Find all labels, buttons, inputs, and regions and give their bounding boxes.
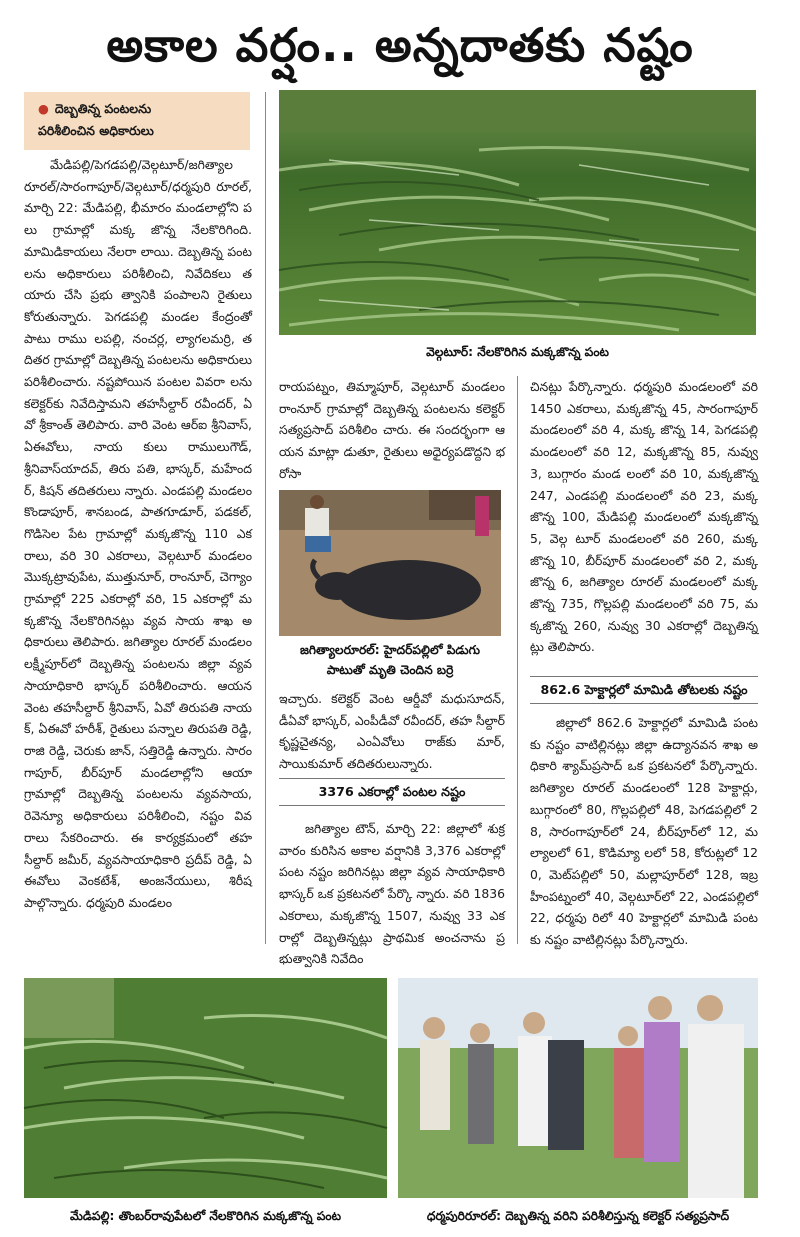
maize-field-image-2 xyxy=(24,978,387,1198)
column-divider-1 xyxy=(265,92,266,944)
caption-bottom-left: మేడిపల్లి: తొంబర్‌రావుపేటలో నేలకొరిగిన మక్కజొన్న పంట xyxy=(69,1209,342,1223)
column-2-bottom-text: జగిత్యాల టౌన్, మార్చి 22: జిల్లాలో శుక్రవారం కురిసిన అకాల వర్షానికి 3,376 ఎకరాల్లో పంట నష్టం జరిగినట్లు జిల్లా వ్యవ సాయాధికారి భాస్కర్ ఒక ప్రకటనలో పేర్కొ న్నారు. వరి 1836 ఎకరాలు, మక్కజొన్న 1507, నువ్వు 33 ఎకరాల్లో దెబ్బతిన్నట్లు ప్రాథమిక అంచనాను ప్రభుత్వానికి నివేదిం xyxy=(279,821,505,967)
subtitle-3376-acres: 3376 ఎకరాల్లో పంటల నష్టం xyxy=(279,778,505,806)
article-column-3-bottom xyxy=(530,712,758,946)
subhead-box xyxy=(24,92,250,150)
subhead-line2: పరిశీలించిన అధికారులు xyxy=(38,123,154,138)
headline: అకాల వర్షం.. అన్నదాతకు నష్టం xyxy=(106,18,694,72)
caption-bottom-right: ధర్మపురిరూరల్: దెబ్బతిన్న వరిని పరిశీలిస్తున్న కలెక్టర్ సత్యప్రసాద్ xyxy=(426,1209,730,1223)
column-divider-2 xyxy=(517,376,518,944)
caption-buffalo-line1: జగిత్యాలరూరల్: హైదర్‌పల్లిలో పిడుగు xyxy=(300,643,480,657)
article-column-2-mid xyxy=(279,688,505,776)
subhead-line1: దెబ్బతిన్న పంటలను xyxy=(54,101,152,116)
column-2-top-text: రాయపట్నం, తిమ్మాపూర్, వెల్గటూర్ మండలం రాంనూర్ గ్రామాల్లో దెబ్బతిన్న పంటలను కలెక్టర్ సత్యప్రసాద్ పరిశీలిం చారు. ఈ సందర్భంగా ఆయన మాట్లా డుతూ, రైతులు అధైర్యపడొద్దని భరోసా xyxy=(279,379,505,481)
bullet-icon: ● xyxy=(38,101,49,116)
photo-dead-buffalo xyxy=(279,490,501,636)
caption-top-photo: వెల్గటూర్: నేలకొరిగిన మక్కజొన్న పంట xyxy=(426,345,609,359)
article-column-2-top xyxy=(279,376,505,484)
column-3-top-text: చినట్లు పేర్కొన్నారు. ధర్మపురి మండలంలో వరి 1450 ఎకరాలు, మక్కజొన్న 45, సారంగాపూర్ మండలంలో వరి 4, మక్క జొన్న 14, పెగడపల్లి మండలంలో వరి 12, మక్కజొన్న 85, నువ్వు 3, బుగ్గారం మండ లంలో వరి 10, మక్కజొన్న 247, ఎండపల్లి మండలంలో వరి 23, మక్కజొన్న 100, మేడిపల్లి మండలంలో మక్కజొన్న 5, వెల్గ టూర్ మండలంలో వరి 260, మక్కజొన్న 10, బీర్‌పూర్ మండలంలో వరి 2, మక్క జొన్న 6, జగిత్యాల రూరల్ మండలంలో మక్కజొన్న 735, గొల్లపల్లి మండలంలో వరి 75, మక్కజొన్న 260, నువ్వు 30 ఎకరాల్లో దెబ్బతిన్నట్లు తెలిపారు. xyxy=(530,379,758,655)
maize-field-image xyxy=(279,90,756,335)
buffalo-image xyxy=(279,490,501,636)
collector-inspection-image xyxy=(398,978,758,1198)
column-2-mid-text: ఇచ్చారు. కలెక్టర్ వెంట ఆర్డీవో మధుసూదన్, డీఏవో భాస్కర్, ఎంపీడీవో రవీందర్, తహ సీల్దార్ కృష్ణచైతన్య, ఎంఏవోలు రాజ్‌కు మార్, సాయికుమార్ తదితరులున్నారు. xyxy=(279,691,505,772)
photo-flattened-maize-medipalli xyxy=(24,978,387,1198)
caption-buffalo-line2: పాటుతో మృతి చెందిన బర్రె xyxy=(326,663,454,677)
caption-buffalo xyxy=(279,640,501,680)
article-column-2-bottom xyxy=(279,818,505,967)
article-column-1 xyxy=(24,154,252,944)
column-3-bottom-text: జిల్లాలో 862.6 హెక్టార్లలో మామిడి పంటకు నష్టం వాటిల్లినట్లు జిల్లా ఉద్యానవన శాఖ అధికారి శ్యామ్‌ప్రసాద్ ఒక ప్రకటనలో పేర్కొన్నారు. జగిత్యాల రూరల్ మండలంలో 128 హెక్టార్లు, బుగ్గారంలో 80, గొల్లపల్లిలో 48, పెగడపల్లిలో 28, సారంగాపూర్‌లో 24, బీర్‌పూర్‌లో 12, మల్యాలలో 61, కొడిమ్యా లలో 58, కోరుట్లలో 120, మెట్‌పల్లిలో 50, మల్లాపూర్‌లో 128, ఇబ్రహీంపట్నంలో 40, వెల్గటూర్‌లో 22, ఎండపల్లిలో 22, ధర్మపు రిలో 40 హెక్టార్లలో మామిడి పంటకు నష్టం వాటిల్లినట్లు పేర్కొన్నారు. xyxy=(530,715,758,948)
column-1-text: మేడిపల్లి/పెగడపల్లి/వెల్గటూర్/జగిత్యాల రూరల్/సారంగాపూర్/వెల్గటూర్/ధర్మపురి రూరల్, మార్చి 22: మేడిపల్లి, భీమారం మండలాల్లోని పలు గ్రామాల్లో మక్క జొన్న నేలకొరిగింది. మామిడికాయలు నేలరా లాయి. దెబ్బతిన్న పంటలను అధికారులు పరిశీలించి, నివేదికలు తయారు చేసి ప్రభు త్వానికి పంపాలని రైతులు కోరుతున్నారు. పెగడపల్లి మండల కేంద్రంతో పాటు రాము లపల్లి, నంచర్ల, ల్యాగలమర్రి, తదితర గ్రామాల్లో దెబ్బతిన్న పంటలను అధికారులు పరిశీలించారు. నష్టపోయిన పంటల వివరా లను కలెక్టర్‌కు నివేదిస్తామని తహసీల్దార్ రవీందర్, ఏవో శ్రీకాంత్ తెలిపారు. వారి వెంట ఆర్ఐ శ్రీనివాస్, ఏఈవోలు, నాయ కులు రాములుగౌడ్, శ్రీనివాస్‌యాదవ్, తిరు పతి, భాస్కర్, మహేందర్, కిషన్ తదితరులు న్నారు. ఎండపల్లి మండలం కొండాపూర్, శానబండ, పాతగూడూర్, పడకల్, గొడిసెల పేట గ్రామాల్లో మక్కజొన్న 110 ఎకరాలు, వరి 30 ఎకరాలు, వెల్గటూర్ మండలం మొక్కట్రావుపేట, ముత్తునూర్, రాంనూర్, చెగ్యాం గ్రామాల్లో 225 ఎకరాల్లో వరి, 15 ఎకరాల్లో మక్కజొన్న నేలకొరిగినట్లు వ్యవ సాయ శాఖ అధికారులు తెలిపారు. జగిత్యాల రూరల్ మండలం లక్ష్మీపూర్‌లో దెబ్బతిన్న పంటలను జిల్లా వ్యవసాయాధికారి భాస్కర్ పరిశీలించారు. ఆయన వెంట తహసీల్దార్ శ్రీనివాస్, ఏవో తిరుపతి నాయక్, ఏఈవో హరీశ్, రైతులు పన్నాల తిరుపతి రెడ్డి, రాజి రెడ్డి, చెరుకు జాన్, సత్తిరెడ్డి ఉన్నారు. సారం గాపూర్, బీర్‌పూర్ మండలాల్లోని ఆయా గ్రామాల్లో దెబ్బతిన్న పంటలను వ్యవసాయ, రెవెన్యూ అధికారులు పరిశీలించి, నష్టం వివ రాలు సేకరించారు. ఈ కార్యక్రమంలో తహ సీల్దార్ జమీర్, వ్యవసాయాధికారి ప్రదీప్ రెడ్డి, ఏఈవోలు వెంకటేశ్, అంజనేయులు, శిరీష పాల్గొన్నారు. ధర్మపురి మండలం xyxy=(24,157,252,910)
subtitle-mango-loss: 862.6 హెక్టార్లలో మామిడి తోటలకు నష్టం xyxy=(530,676,758,704)
photo-flattened-maize-velgatur xyxy=(279,90,756,335)
photo-collector-inspecting-paddy xyxy=(398,978,758,1198)
article-column-3-top xyxy=(530,376,758,672)
